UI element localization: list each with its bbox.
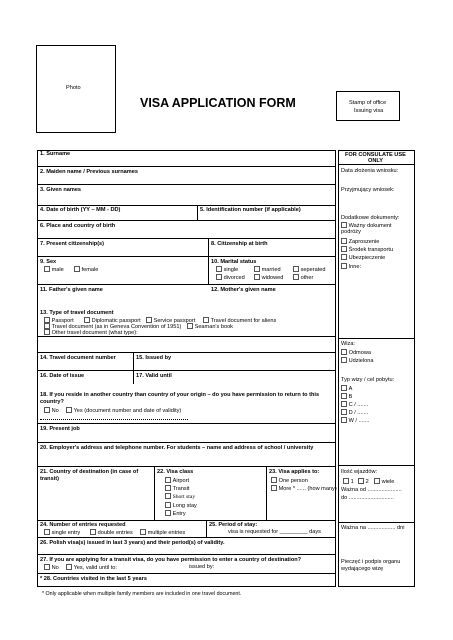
doc-passport-option[interactable]: Passport (44, 317, 74, 325)
checkbox-single[interactable] (216, 266, 222, 272)
consulate-receiver: Przyjmujący wniosek: (341, 187, 395, 193)
checkbox-long-stay[interactable] (165, 502, 171, 508)
consulate-date-submitted: Data złożenia wniosku: (341, 168, 399, 174)
label-present-job: 19. Present job (40, 426, 80, 432)
consulate-insurance[interactable]: Ubezpieczenie (341, 254, 385, 262)
label-entries: 24. Number of entries requested (40, 522, 126, 528)
checkbox-airport[interactable] (165, 477, 171, 483)
consulate-stamp-signature: Pieczęć i podpis organu (341, 559, 401, 565)
footnote: * Only applicable when multiple family members are included in one travel document. (42, 591, 242, 597)
visa-short-option[interactable]: Short stay (165, 493, 195, 501)
visa-transit-option[interactable]: Transit (165, 485, 189, 493)
checkbox-other[interactable] (293, 274, 299, 280)
consulate-type-c[interactable]: C / ....... (341, 401, 368, 409)
label-marital-status: 10. Marital status (211, 259, 257, 265)
label-date-of-birth: 4. Date of birth (YY – MM - DD) (40, 207, 121, 213)
consulate-type-d[interactable]: D / ....... (341, 409, 368, 417)
entries-double-option[interactable]: double entries (90, 529, 133, 537)
checkbox-type-d[interactable] (341, 409, 347, 415)
label-id-number: 5. Identification number (if applicable) (200, 207, 301, 213)
consulate-transport[interactable]: Środek transportu (341, 246, 393, 254)
entries-single-option[interactable]: single entry (44, 529, 80, 537)
doc-seaman-option[interactable]: Seaman's book (187, 323, 233, 331)
label-destination: 21. Country of destination (in case of (40, 469, 139, 475)
consulate-other[interactable]: Inne: (341, 263, 361, 271)
label-issued-by: 15. Issued by (136, 355, 172, 361)
consulate-valid-days: Ważna na .................. dni (341, 525, 405, 531)
consulate-header-2: ONLY (368, 158, 384, 164)
consulate-entries-1[interactable]: 1 (343, 478, 354, 486)
checkbox-invitation[interactable] (341, 238, 347, 244)
consulate-refusal[interactable]: Odmowa (341, 349, 371, 357)
checkbox-refusal[interactable] (341, 349, 347, 355)
checkbox-short-stay[interactable] (165, 493, 171, 499)
doc-other-option[interactable]: Other travel document (what type): (44, 329, 138, 337)
page-title: VISA APPLICATION FORM (140, 96, 296, 110)
residence-dotline (40, 419, 188, 420)
checkbox-single-entry[interactable] (44, 529, 50, 535)
label-fathers-name: 11. Father's given name (40, 287, 103, 293)
checkbox-entries-many[interactable] (374, 478, 380, 484)
label-citizenship: 7. Present citizenship(s) (40, 241, 105, 247)
doc-service-option[interactable]: Service passport (146, 317, 195, 325)
label-citizenship-birth: 8. Citizenship at birth (211, 241, 268, 247)
applies-more-option[interactable]: More * ...... (how many) (271, 485, 337, 493)
consulate-valid-doc-2: podróży (341, 229, 361, 235)
label-destination-2: transit) (40, 476, 59, 482)
label-visa-class: 22. Visa class (157, 469, 194, 475)
residence-no-option[interactable]: No (44, 407, 59, 415)
marital-separated-option[interactable]: seperated (293, 266, 325, 274)
checkbox-transit-yes[interactable] (66, 564, 72, 570)
doc-diplomatic-option[interactable]: Diplomatic passport (84, 317, 141, 325)
checkbox-transit[interactable] (165, 485, 171, 491)
checkbox-passport[interactable] (44, 317, 50, 323)
consulate-header: FOR CONSULATE USE (345, 152, 406, 158)
checkbox-valid-doc[interactable] (341, 222, 347, 228)
consulate-invitation[interactable]: Zaproszenie (341, 238, 379, 246)
label-maiden-name: 2. Maiden name / Previous surnames (40, 169, 138, 175)
doc-geneva-option[interactable]: Travel document (as in Geneva Convention of 1951) (44, 323, 181, 331)
checkbox-multiple-entries[interactable] (140, 529, 146, 535)
consulate-additional-docs: Dodatkowe dokumenty: (341, 215, 400, 221)
checkbox-geneva[interactable] (44, 323, 50, 329)
consulate-valid-from: Ważna od ...................... (341, 487, 402, 493)
label-polish-visas: 26. Polish visa(s) issued in last 3 years) and their period(s) of validity. (40, 540, 225, 546)
marital-married-option[interactable]: married (254, 266, 281, 274)
transit-issued-by: issued by: (189, 564, 215, 570)
checkbox-transit-no[interactable] (44, 564, 50, 570)
label-place-of-birth: 6. Place and country of birth (40, 223, 116, 229)
checkbox-type-b[interactable] (341, 393, 347, 399)
label-doc-number: 14. Travel document number (40, 355, 116, 361)
label-given-names: 3. Given names (40, 187, 82, 193)
label-employer-address: 20. Employer's address and telephone number. For students – name and address of school / university (40, 445, 314, 451)
consulate-visa-type: Typ wizy / cel pobytu: (341, 377, 395, 383)
checkbox-transport[interactable] (341, 246, 347, 252)
applies-one-option[interactable]: One person (271, 477, 308, 485)
consulate-entries-many[interactable]: wiele (374, 478, 394, 486)
checkbox-separated[interactable] (293, 266, 299, 272)
consulate-valid-to: do ............................. (341, 495, 394, 501)
checkbox-entry[interactable] (165, 510, 171, 516)
marital-single-option[interactable]: single (216, 266, 238, 274)
checkbox-residence-no[interactable] (44, 407, 50, 413)
checkbox-diplomatic[interactable] (84, 317, 90, 323)
checkbox-widowed[interactable] (254, 274, 260, 280)
sex-male-option[interactable]: male (44, 266, 64, 274)
checkbox-type-c[interactable] (341, 401, 347, 407)
checkbox-married[interactable] (254, 266, 260, 272)
consulate-valid-doc[interactable]: Ważny dokument (341, 222, 392, 230)
stamp-label-1: Stamp of office (349, 100, 387, 106)
label-mothers-name: 12. Mother's given name (211, 287, 276, 293)
checkbox-other-doc[interactable] (44, 329, 50, 335)
label-period-of-stay: 25. Period of stay: (209, 522, 258, 528)
label-countries-visited: * 28. Countries visited in the last 5 years (40, 576, 147, 582)
entries-multiple-option[interactable]: multiple entries (140, 529, 185, 537)
label-surname: 1. Surname (40, 151, 71, 157)
checkbox-type-w[interactable] (341, 417, 347, 423)
checkbox-divorced[interactable] (216, 274, 222, 280)
checkbox-other-consulate[interactable] (341, 263, 347, 269)
visa-long-option[interactable]: Long stay (165, 502, 197, 510)
checkbox-seaman[interactable] (187, 323, 193, 329)
consulate-type-w[interactable]: W / ....... (341, 417, 369, 425)
checkbox-double-entries[interactable] (90, 529, 96, 535)
transit-no-option[interactable]: No (44, 564, 59, 572)
checkbox-entries-2[interactable] (358, 478, 364, 484)
consulate-entries-2[interactable]: 2 (358, 478, 369, 486)
consulate-type-b[interactable]: B (341, 393, 352, 401)
visa-entry-option[interactable]: Entry (165, 510, 186, 518)
marital-other-option[interactable]: other (293, 274, 313, 282)
checkbox-service[interactable] (146, 317, 152, 323)
checkbox-male[interactable] (44, 266, 50, 272)
period-of-stay-text: visa is requested for _________ days (228, 529, 321, 535)
doc-aliens-option[interactable]: Travel document for aliens (203, 317, 276, 325)
consulate-stamp-signature-2: wydającego wizę (341, 566, 384, 572)
sex-female-option[interactable]: female (74, 266, 98, 274)
visa-airport-option[interactable]: Airport (165, 477, 189, 485)
marital-divorced-option[interactable]: divorced (216, 274, 245, 282)
consulate-visa: Wiza: (341, 341, 355, 347)
checkbox-aliens[interactable] (203, 317, 209, 323)
label-valid-until: 17. Valid until (136, 373, 172, 379)
checkbox-residence-yes[interactable] (66, 407, 72, 413)
label-residence-question-2: country? (40, 399, 64, 405)
label-date-of-issue: 16. Date of issue (40, 373, 85, 379)
label-sex: 9. Sex (40, 259, 57, 265)
stamp-label-2: Issuing visa (354, 108, 384, 114)
label-residence-question: 18. If you reside in another country than country of your origin – do you have permission to return to this (40, 392, 320, 398)
checkbox-one-person[interactable] (271, 477, 277, 483)
photo-label: Photo (66, 85, 81, 91)
checkbox-more[interactable] (271, 485, 277, 491)
checkbox-type-a[interactable] (341, 385, 347, 391)
marital-widowed-option[interactable]: widowed (254, 274, 283, 282)
transit-yes-option[interactable]: Yes, valid until to: (66, 564, 117, 572)
checkbox-female[interactable] (74, 266, 80, 272)
label-transit-permission: 27. If you are applying for a transit visa, do you have permission to enter a country of destination? (40, 557, 302, 563)
label-travel-doc-type: 13. Type of travel document (40, 310, 114, 316)
label-visa-applies: 23. Visa applies to: (269, 469, 320, 475)
checkbox-entries-1[interactable] (343, 478, 349, 484)
checkbox-granted[interactable] (341, 357, 347, 363)
checkbox-insurance[interactable] (341, 254, 347, 260)
consulate-granted[interactable]: Udzielona (341, 357, 373, 365)
residence-yes-option[interactable]: Yes (document number and date of validity) (66, 407, 181, 415)
consulate-entries: Ilość wjazdów: (341, 469, 378, 475)
consulate-type-a[interactable]: A (341, 385, 352, 393)
